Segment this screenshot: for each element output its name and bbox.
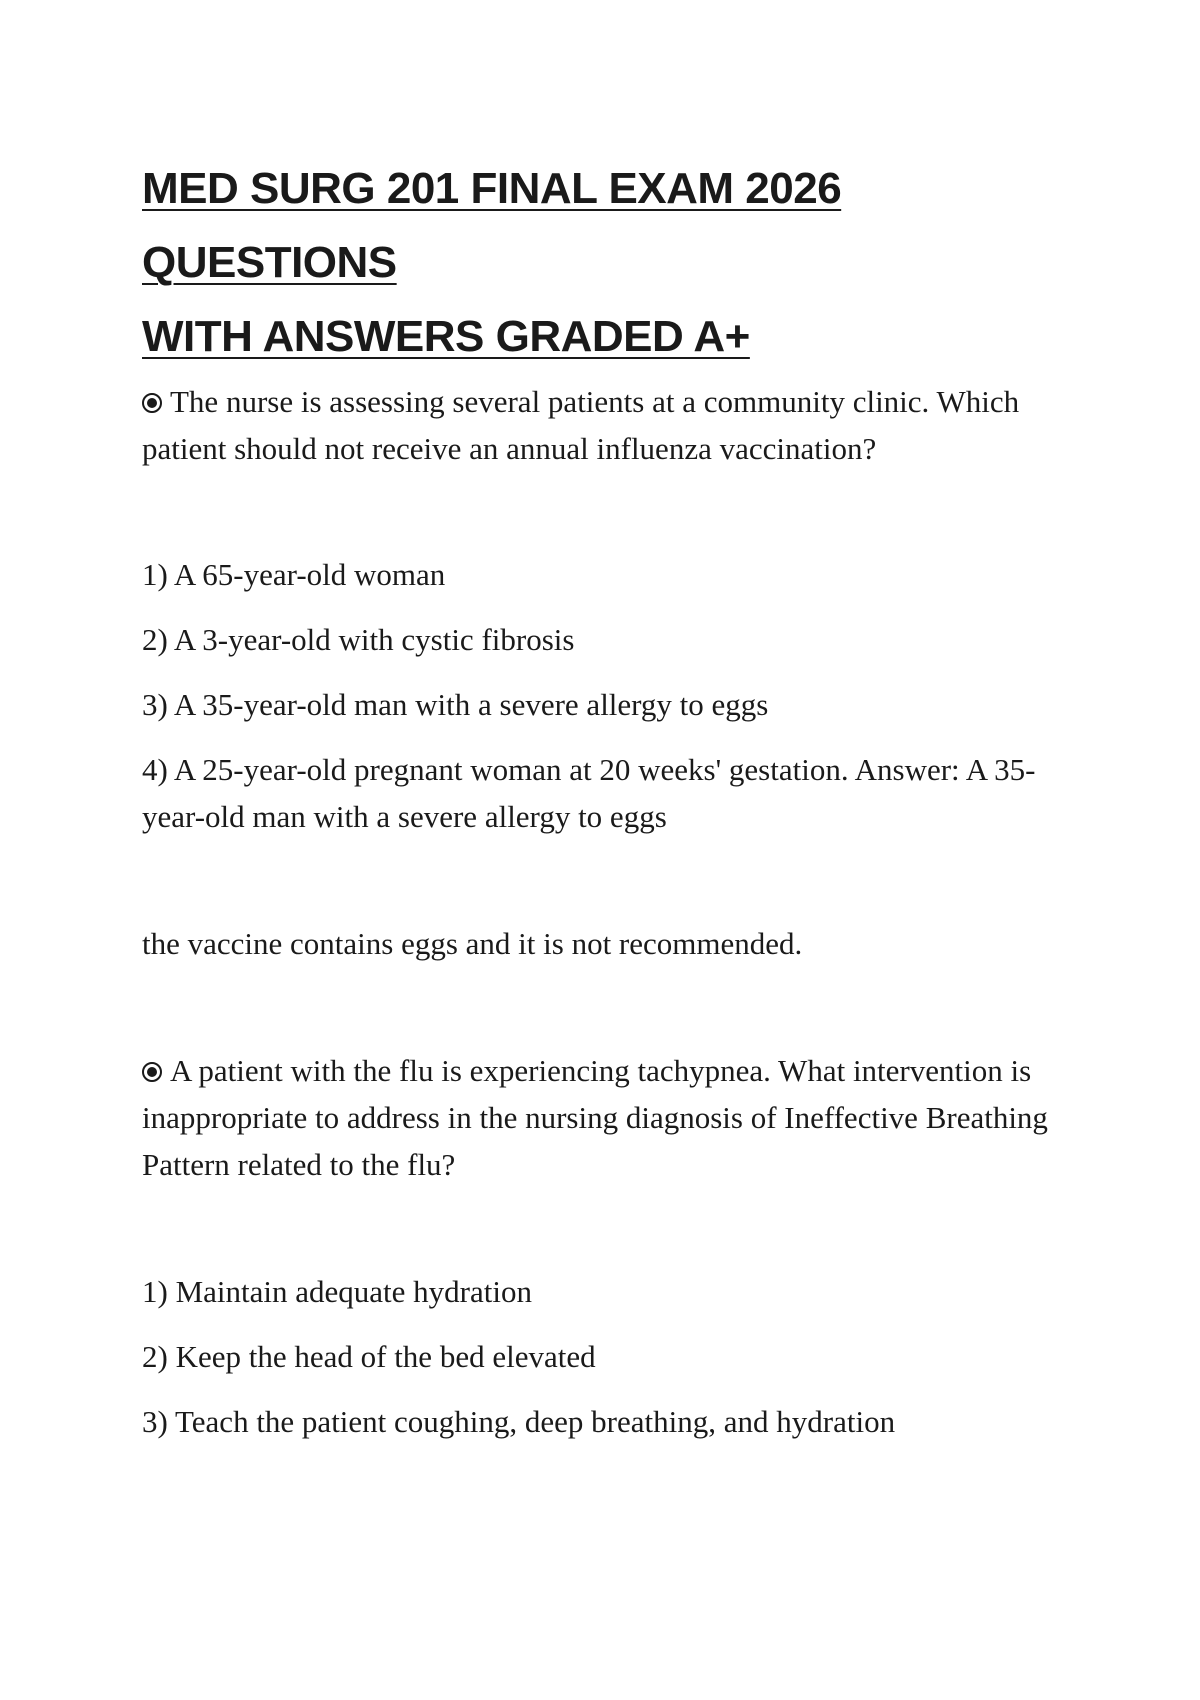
question-1-option-2: 2) A 3-year-old with cystic fibrosis [142,622,575,657]
question-2-option-2: 2) Keep the head of the bed elevated [142,1339,596,1374]
page-title [142,152,1082,374]
question-2-option-1: 1) Maintain adequate hydration [142,1274,532,1309]
question-2 [142,1047,1072,1188]
radio-bullet-icon [142,1062,162,1082]
question-2-option-3: 3) Teach the patient coughing, deep breathing, and hydration [142,1404,896,1439]
question-1-option-1: 1) A 65-year-old woman [142,557,446,592]
question-1-option-3: 3) A 35-year-old man with a severe allergy to eggs [142,687,769,722]
title-line-2: WITH ANSWERS GRADED A+ [142,312,750,361]
question-1-option-4: 4) A 25-year-old pregnant woman at 20 weeks' gestation. Answer: A 35-year-old man with a severe allergy to eggs [142,752,1036,834]
question-1-explanation: the vaccine contains eggs and it is not recommended. [142,926,803,961]
question-1-text: The nurse is assessing several patients at a community clinic. Which patient should not receive an annual influenza vaccination? [142,384,1020,466]
radio-bullet-icon [142,393,162,413]
question-1 [142,378,1072,472]
question-2-text: A patient with the flu is experiencing tachypnea. What intervention is inappropriate to address in the nursing diagnosis of Ineffective Breathing Pattern related to the flu? [142,1053,1048,1182]
title-line-1: MED SURG 201 FINAL EXAM 2026 QUESTIONS [142,164,842,287]
